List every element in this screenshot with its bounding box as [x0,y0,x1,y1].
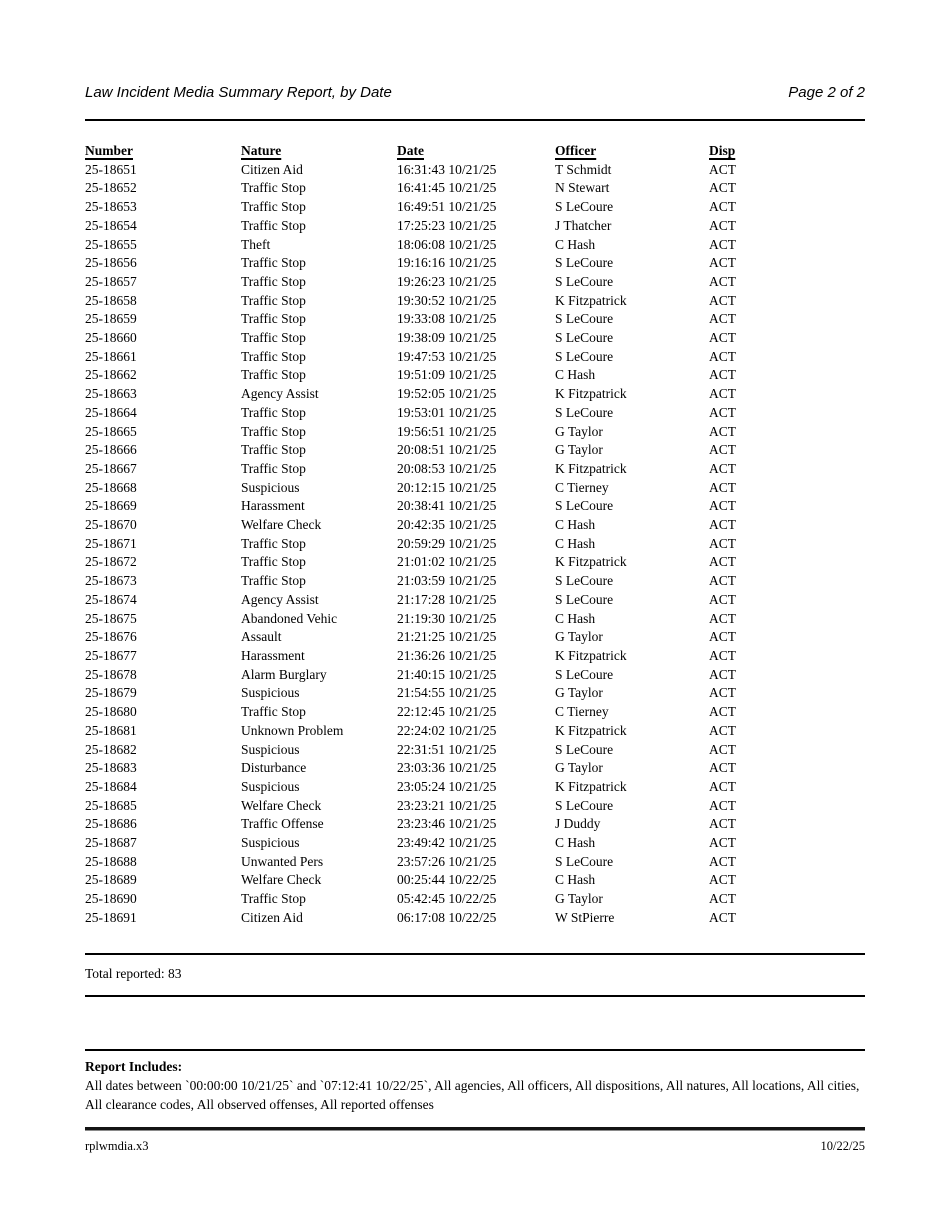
cell-officer: C Hash [555,535,596,551]
report-includes-body: All dates between `00:00:00 10/21/25` and `07:12:41 10/22/25`, All agencies, All officers, All dispositions, All natures, All locations, All cities, All clearance codes, All observed offenses, All reported offenses [85,1077,860,1113]
cell-officer: G Taylor [555,442,603,458]
table-row [85,722,865,741]
cell-number: 25-18663 [85,386,137,402]
table-row [85,460,865,479]
cell-date: 23:57:26 10/21/25 [397,853,497,869]
cell-nature: Agency Assist [241,386,319,402]
cell-officer: G Taylor [555,891,603,907]
table-header-row [85,142,865,161]
cell-officer: C Hash [555,872,596,888]
cell-nature: Welfare Check [241,517,322,533]
cell-officer: S LeCoure [555,199,614,215]
cell-number: 25-18676 [85,629,137,645]
cell-nature: Traffic Stop [241,460,306,476]
cell-disp: ACT [709,722,736,738]
cell-officer: S LeCoure [555,591,614,607]
column-header-number: Number [85,143,133,158]
table-row [85,909,865,928]
cell-officer: G Taylor [555,685,603,701]
cell-date: 21:54:55 10/21/25 [397,685,497,701]
cell-nature: Welfare Check [241,872,322,888]
cell-number: 25-18668 [85,479,137,495]
cell-officer: C Hash [555,835,596,851]
cell-disp: ACT [709,741,736,757]
cell-date: 19:53:01 10/21/25 [397,404,497,420]
cell-number: 25-18651 [85,161,137,177]
cell-number: 25-18681 [85,722,137,738]
cell-date: 22:24:02 10/21/25 [397,722,497,738]
total-bottom-divider [85,995,865,997]
footer-report-id: rplwmdia.x3 [85,1138,149,1153]
cell-number: 25-18685 [85,797,137,813]
cell-officer: S LeCoure [555,573,614,589]
cell-date: 19:38:09 10/21/25 [397,330,497,346]
cell-nature: Traffic Stop [241,367,306,383]
cell-nature: Welfare Check [241,797,322,813]
cell-disp: ACT [709,180,736,196]
incident-table [85,142,865,928]
table-row [85,516,865,535]
cell-disp: ACT [709,498,736,514]
cell-nature: Agency Assist [241,591,319,607]
cell-nature: Traffic Stop [241,891,306,907]
cell-date: 17:25:23 10/21/25 [397,217,497,233]
cell-officer: S LeCoure [555,498,614,514]
cell-officer: K Fitzpatrick [555,722,627,738]
cell-officer: C Tierney [555,479,609,495]
table-row [85,871,865,890]
report-title: Law Incident Media Summary Report, by Date [85,84,392,101]
table-row [85,628,865,647]
cell-date: 22:12:45 10/21/25 [397,704,497,720]
includes-top-divider [85,1049,865,1051]
table-row [85,666,865,685]
cell-number: 25-18667 [85,460,137,476]
cell-disp: ACT [709,386,736,402]
cell-number: 25-18660 [85,330,137,346]
cell-nature: Traffic Stop [241,554,306,570]
cell-nature: Traffic Stop [241,704,306,720]
cell-officer: K Fitzpatrick [555,460,627,476]
cell-disp: ACT [709,797,736,813]
cell-officer: C Tierney [555,704,609,720]
cell-number: 25-18658 [85,292,137,308]
report-includes-heading: Report Includes: [85,1058,183,1074]
column-header-date: Date [397,143,424,158]
cell-date: 23:23:21 10/21/25 [397,797,497,813]
cell-date: 19:56:51 10/21/25 [397,423,497,439]
cell-disp: ACT [709,685,736,701]
cell-number: 25-18662 [85,367,137,383]
cell-date: 20:08:51 10/21/25 [397,442,497,458]
cell-nature: Traffic Stop [241,330,306,346]
cell-nature: Harassment [241,498,305,514]
cell-date: 21:40:15 10/21/25 [397,666,497,682]
cell-officer: J Thatcher [555,217,612,233]
cell-officer: C Hash [555,610,596,626]
cell-disp: ACT [709,442,736,458]
cell-disp: ACT [709,236,736,252]
table-row [85,236,865,255]
footer-divider [85,1127,865,1131]
table-row [85,890,865,909]
cell-officer: S LeCoure [555,255,614,271]
column-header-nature: Nature [241,143,282,158]
cell-officer: C Hash [555,367,596,383]
table-row [85,778,865,797]
cell-officer: S LeCoure [555,741,614,757]
table-bottom-divider [85,953,865,955]
table-row [85,759,865,778]
cell-nature: Traffic Stop [241,535,306,551]
cell-officer: C Hash [555,517,596,533]
table-row [85,741,865,760]
cell-disp: ACT [709,778,736,794]
table-row [85,610,865,629]
cell-number: 25-18684 [85,778,137,794]
cell-officer: K Fitzpatrick [555,554,627,570]
cell-nature: Traffic Stop [241,311,306,327]
cell-date: 23:05:24 10/21/25 [397,778,497,794]
cell-disp: ACT [709,704,736,720]
cell-date: 21:01:02 10/21/25 [397,554,497,570]
cell-disp: ACT [709,460,736,476]
table-row [85,217,865,236]
cell-disp: ACT [709,872,736,888]
cell-officer: S LeCoure [555,853,614,869]
cell-officer: G Taylor [555,629,603,645]
table-row [85,591,865,610]
cell-date: 22:31:51 10/21/25 [397,741,497,757]
cell-disp: ACT [709,610,736,626]
cell-date: 20:08:53 10/21/25 [397,460,497,476]
cell-disp: ACT [709,647,736,663]
cell-number: 25-18691 [85,909,137,925]
cell-officer: K Fitzpatrick [555,647,627,663]
cell-number: 25-18654 [85,217,137,233]
cell-disp: ACT [709,292,736,308]
cell-date: 21:03:59 10/21/25 [397,573,497,589]
cell-disp: ACT [709,835,736,851]
cell-nature: Traffic Offense [241,816,324,832]
cell-nature: Theft [241,236,271,252]
cell-nature: Traffic Stop [241,573,306,589]
cell-officer: K Fitzpatrick [555,386,627,402]
table-row [85,853,865,872]
cell-date: 16:49:51 10/21/25 [397,199,497,215]
cell-nature: Citizen Aid [241,161,303,177]
cell-number: 25-18664 [85,404,137,420]
table-row [85,310,865,329]
cell-nature: Traffic Stop [241,199,306,215]
cell-officer: G Taylor [555,423,603,439]
cell-date: 20:42:35 10/21/25 [397,517,497,533]
header-divider [85,119,865,121]
cell-nature: Abandoned Vehic [241,610,338,626]
report-content [85,0,865,1154]
cell-date: 05:42:45 10/22/25 [397,891,497,907]
cell-disp: ACT [709,273,736,289]
cell-officer: W StPierre [555,909,615,925]
cell-nature: Disturbance [241,760,307,776]
cell-date: 19:33:08 10/21/25 [397,311,497,327]
cell-date: 19:51:09 10/21/25 [397,367,497,383]
cell-nature: Suspicious [241,741,300,757]
table-row [85,161,865,180]
cell-officer: S LeCoure [555,273,614,289]
cell-disp: ACT [709,423,736,439]
cell-date: 16:41:45 10/21/25 [397,180,497,196]
cell-date: 21:36:26 10/21/25 [397,647,497,663]
cell-number: 25-18690 [85,891,137,907]
cell-disp: ACT [709,161,736,177]
cell-number: 25-18673 [85,573,137,589]
cell-number: 25-18680 [85,704,137,720]
cell-nature: Suspicious [241,835,300,851]
cell-disp: ACT [709,666,736,682]
cell-number: 25-18678 [85,666,137,682]
table-row [85,479,865,498]
cell-nature: Unwanted Pers [241,853,324,869]
cell-nature: Harassment [241,647,305,663]
cell-disp: ACT [709,554,736,570]
cell-date: 18:06:08 10/21/25 [397,236,497,252]
cell-disp: ACT [709,591,736,607]
cell-nature: Traffic Stop [241,217,306,233]
cell-officer: N Stewart [555,180,610,196]
cell-number: 25-18675 [85,610,137,626]
cell-officer: S LeCoure [555,404,614,420]
cell-disp: ACT [709,330,736,346]
cell-disp: ACT [709,760,736,776]
cell-officer: S LeCoure [555,330,614,346]
column-header-officer: Officer [555,143,597,158]
cell-date: 20:59:29 10/21/25 [397,535,497,551]
table-row [85,366,865,385]
cell-nature: Traffic Stop [241,255,306,271]
cell-disp: ACT [709,891,736,907]
cell-date: 00:25:44 10/22/25 [397,872,497,888]
cell-disp: ACT [709,404,736,420]
incident-table-body [85,161,865,928]
cell-date: 21:19:30 10/21/25 [397,610,497,626]
cell-number: 25-18672 [85,554,137,570]
cell-disp: ACT [709,217,736,233]
cell-date: 23:49:42 10/21/25 [397,835,497,851]
cell-nature: Traffic Stop [241,292,306,308]
cell-nature: Traffic Stop [241,180,306,196]
cell-nature: Suspicious [241,685,300,701]
table-row [85,535,865,554]
table-row [85,497,865,516]
cell-disp: ACT [709,199,736,215]
table-row [85,273,865,292]
cell-date: 20:12:15 10/21/25 [397,479,497,495]
table-row [85,179,865,198]
cell-nature: Citizen Aid [241,909,303,925]
cell-number: 25-18661 [85,348,137,364]
cell-date: 19:26:23 10/21/25 [397,273,497,289]
cell-number: 25-18674 [85,591,137,607]
cell-disp: ACT [709,255,736,271]
table-row [85,797,865,816]
cell-number: 25-18657 [85,273,137,289]
column-header-disp: Disp [709,143,736,158]
table-row [85,329,865,348]
cell-officer: K Fitzpatrick [555,778,627,794]
table-row [85,441,865,460]
cell-disp: ACT [709,479,736,495]
cell-officer: S LeCoure [555,348,614,364]
table-row [85,815,865,834]
table-row [85,834,865,853]
cell-number: 25-18671 [85,535,137,551]
cell-date: 23:23:46 10/21/25 [397,816,497,832]
table-row [85,647,865,666]
cell-date: 21:17:28 10/21/25 [397,591,497,607]
cell-nature: Traffic Stop [241,423,306,439]
cell-nature: Alarm Burglary [241,666,327,682]
cell-officer: S LeCoure [555,311,614,327]
cell-nature: Traffic Stop [241,442,306,458]
cell-disp: ACT [709,853,736,869]
cell-date: 20:38:41 10/21/25 [397,498,497,514]
cell-number: 25-18666 [85,442,137,458]
cell-number: 25-18677 [85,647,137,663]
table-row [85,292,865,311]
cell-disp: ACT [709,367,736,383]
cell-nature: Suspicious [241,778,300,794]
cell-date: 19:30:52 10/21/25 [397,292,497,308]
cell-number: 25-18653 [85,199,137,215]
cell-number: 25-18665 [85,423,137,439]
cell-officer: T Schmidt [555,161,612,177]
cell-number: 25-18656 [85,255,137,271]
table-row [85,553,865,572]
cell-disp: ACT [709,573,736,589]
table-row [85,423,865,442]
cell-date: 21:21:25 10/21/25 [397,629,497,645]
footer-date: 10/22/25 [820,1138,865,1153]
table-row [85,254,865,273]
table-row [85,404,865,423]
cell-nature: Traffic Stop [241,404,306,420]
cell-officer: C Hash [555,236,596,252]
cell-officer: S LeCoure [555,797,614,813]
cell-number: 25-18679 [85,685,137,701]
table-row [85,198,865,217]
cell-number: 25-18683 [85,760,137,776]
cell-date: 19:47:53 10/21/25 [397,348,497,364]
cell-disp: ACT [709,517,736,533]
report-footer [85,1139,865,1154]
page-indicator: Page 2 of 2 [788,84,865,101]
cell-date: 19:52:05 10/21/25 [397,386,497,402]
cell-number: 25-18687 [85,835,137,851]
cell-number: 25-18686 [85,816,137,832]
cell-officer: K Fitzpatrick [555,292,627,308]
total-reported: Total reported: 83 [85,965,182,981]
table-row [85,684,865,703]
cell-number: 25-18669 [85,498,137,514]
cell-disp: ACT [709,348,736,364]
table-row [85,348,865,367]
table-row [85,703,865,722]
cell-date: 06:17:08 10/22/25 [397,909,497,925]
cell-date: 23:03:36 10/21/25 [397,760,497,776]
cell-officer: S LeCoure [555,666,614,682]
cell-officer: J Duddy [555,816,601,832]
cell-number: 25-18652 [85,180,137,196]
table-row [85,572,865,591]
cell-disp: ACT [709,629,736,645]
table-row [85,385,865,404]
cell-disp: ACT [709,816,736,832]
report-header [85,0,865,101]
cell-number: 25-18659 [85,311,137,327]
cell-date: 16:31:43 10/21/25 [397,161,497,177]
cell-officer: G Taylor [555,760,603,776]
cell-disp: ACT [709,311,736,327]
cell-nature: Suspicious [241,479,300,495]
cell-nature: Unknown Problem [241,722,344,738]
cell-nature: Traffic Stop [241,273,306,289]
cell-number: 25-18670 [85,517,137,533]
cell-number: 25-18688 [85,853,137,869]
cell-disp: ACT [709,535,736,551]
cell-number: 25-18689 [85,872,137,888]
cell-number: 25-18682 [85,741,137,757]
cell-nature: Assault [241,629,282,645]
cell-nature: Traffic Stop [241,348,306,364]
cell-date: 19:16:16 10/21/25 [397,255,497,271]
cell-disp: ACT [709,909,736,925]
cell-number: 25-18655 [85,236,137,252]
